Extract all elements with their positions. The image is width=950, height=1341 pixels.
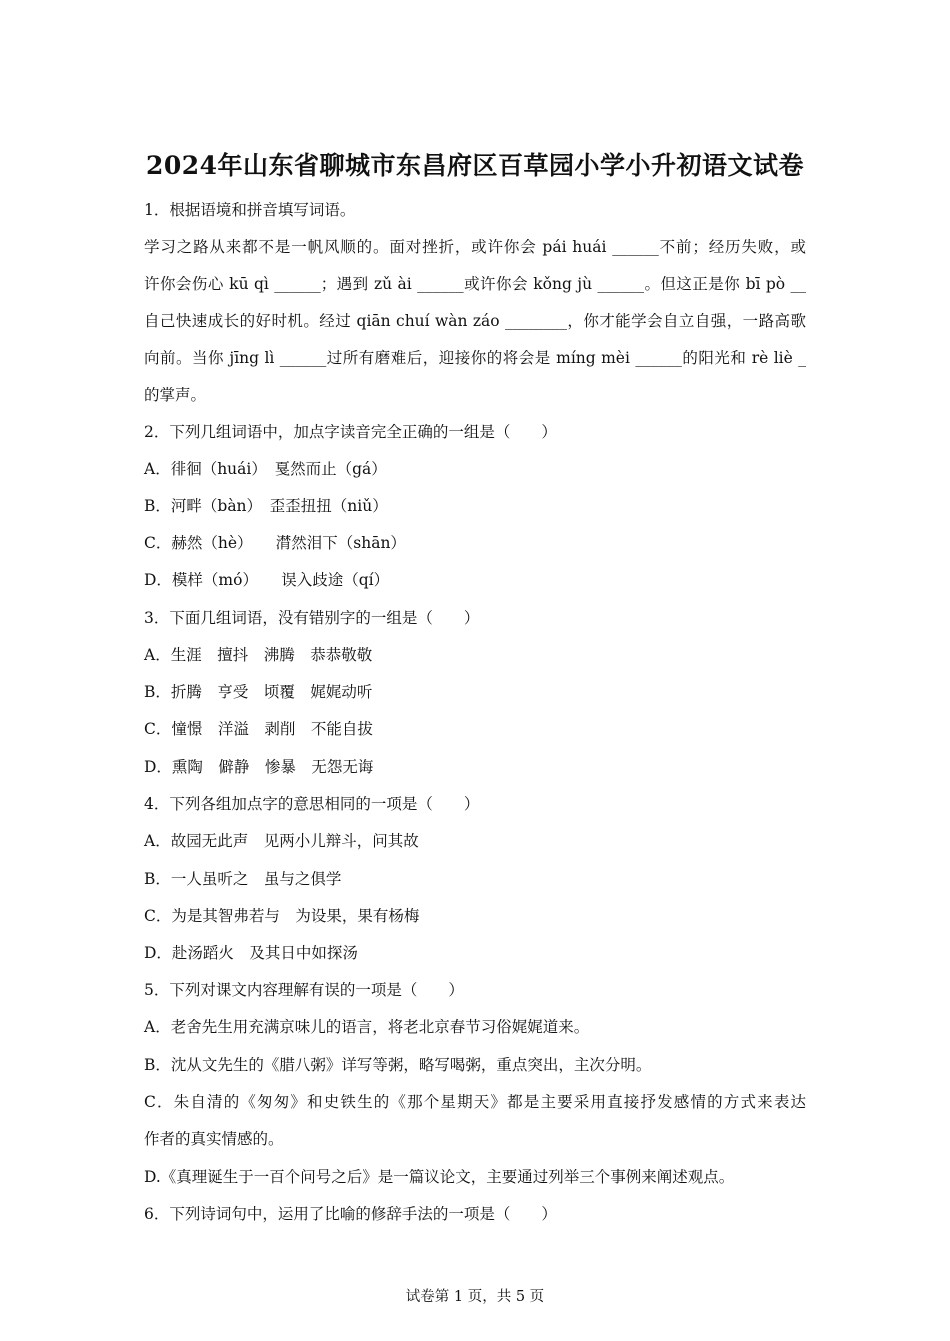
- exam-title: 2024年山东省聊城市东昌府区百草园小学小升初语文试卷: [145, 151, 805, 180]
- q5-option-d: D.《真理诞生于一百个问号之后》是一篇议论文，主要通过列举三个事例来阐述观点。: [144, 1168, 735, 1186]
- q2-option-d: D．模样（mó） 误入歧途（qí）: [144, 571, 390, 589]
- q3-option-c: C．憧憬 洋溢 剥削 不能自拔: [144, 720, 373, 738]
- q4-option-c: C．为是其智弗若与 为设果，果有杨梅: [144, 907, 420, 925]
- q3-stem: 3．下面几组词语，没有错别字的一组是（ ）: [144, 609, 480, 627]
- q4-option-d: D．赴汤蹈火 及其日中如探汤: [144, 944, 358, 962]
- q5-option-c-line-2: 作者的真实情感的。: [144, 1130, 284, 1148]
- q3-option-a: A．生涯 擅抖 沸腾 恭恭敬敬: [144, 646, 373, 664]
- q1-passage-line-1: 学习之路从来都不是一帆风顺的。面对挫折，或许你会 pái huái ______不前；经历失败，或: [144, 238, 806, 256]
- q2-stem: 2．下列几组词语中，加点字读音完全正确的一组是（ ）: [144, 423, 557, 441]
- q5-option-a: A．老舍先生用充满京味儿的语言，将老北京春节习俗娓娓道来。: [144, 1018, 590, 1036]
- q2-option-c: C．赫然（hè） 潸然泪下（shān）: [144, 534, 406, 552]
- q2-option-a: A．徘徊（huái） 戛然而止（gá）: [144, 460, 387, 478]
- q5-option-b: B．沈从文先生的《腊八粥》详写等粥，略写喝粥，重点突出，主次分明。: [144, 1056, 652, 1074]
- q6-stem: 6．下列诗词句中，运用了比喻的修辞手法的一项是（ ）: [144, 1205, 557, 1223]
- q5-stem: 5．下列对课文内容理解有误的一项是（ ）: [144, 981, 464, 999]
- q1-passage-line-3: 自己快速成长的好时机。经过 qiān chuí wàn záo ________，你才能学会自立自强，一路高歌: [144, 312, 806, 330]
- q1-passage-line-5: 的掌声。: [144, 386, 207, 404]
- page-footer: 试卷第 1 页，共 5 页: [405, 1289, 545, 1305]
- q3-option-d: D．熏陶 僻静 惨暴 无怨无诲: [144, 758, 374, 776]
- q1-passage-line-2: 许你会伤心 kū qì ______；遇到 zǔ ài ______或许你会 kǒng jù ______。但这正是你 bī pò __: [144, 275, 806, 293]
- q1-stem: 1．根据语境和拼音填写词语。: [144, 201, 356, 219]
- q3-option-b: B．折腾 亨受 顷覆 娓娓动听: [144, 683, 373, 701]
- q4-option-a: A．故园无此声 见两小儿辩斗，问其故: [144, 832, 419, 850]
- q2-option-b: B．河畔（bàn） 歪歪扭扭（niǔ）: [144, 497, 388, 515]
- q1-passage-line-4: 向前。当你 jīng lì ______过所有磨难后，迎接你的将会是 míng mèi ______的阳光和 rè liè _: [144, 349, 806, 367]
- q4-option-b: B．一人虽听之 虽与之俱学: [144, 870, 342, 888]
- q5-option-c-line-1: C．朱自清的《匆匆》和史铁生的《那个星期天》都是主要采用直接抒发感情的方式来表达: [144, 1093, 806, 1111]
- q4-stem: 4．下列各组加点字的意思相同的一项是（ ）: [144, 795, 480, 813]
